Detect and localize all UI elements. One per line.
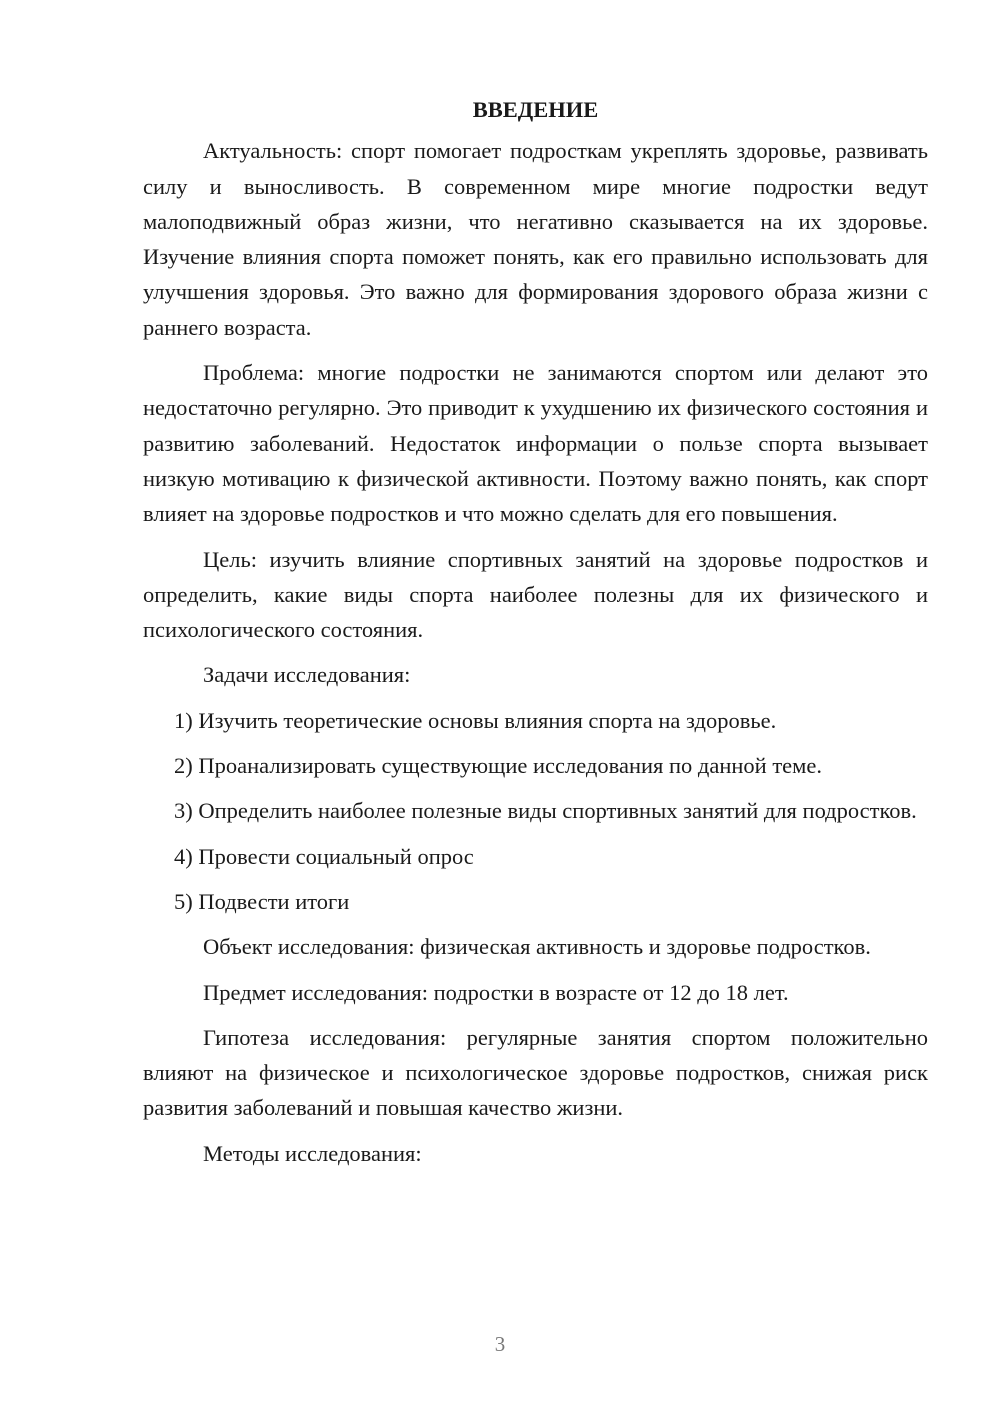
paragraph-object: Объект исследования: физическая активность и здоровье подростков. [203, 934, 871, 960]
task-item-1: 1) Изучить теоретические основы влияния спорта на здоровье. [174, 707, 777, 733]
paragraph-hypothesis: Гипотеза исследования: регулярные занятия спортом положительно влияют на физическое и психологическое здоровье подростков, снижая риск развития заболеваний и повышая качество жизни. [143, 1024, 928, 1121]
task-item-5: 5) Подвести итоги [174, 888, 350, 914]
task-item-4: 4) Провести социальный опрос [174, 843, 474, 869]
paragraph-relevance: Актуальность: спорт помогает подросткам укреплять здоровье, развивать силу и выносливость. В современном мире многие подростки ведут малоподвижный образ жизни, что негативно сказывается на их здоровье. Изучение влияния спорта поможет понять, как его правильно использовать для улучшения здоровья. Это важно для формирования здорового образа жизни с раннего возраста. [143, 138, 928, 340]
document-page [143, 92, 928, 1171]
methods-heading: Методы исследования: [203, 1140, 422, 1166]
tasks-heading: Задачи исследования: [203, 662, 411, 688]
page-number: 3 [494, 1332, 506, 1356]
task-item-2: 2) Проанализировать существующие исследования по данной теме. [174, 753, 823, 779]
paragraph-subject: Предмет исследования: подростки в возрасте от 12 до 18 лет. [203, 979, 789, 1005]
paragraph-problem: Проблема: многие подростки не занимаются спортом или делают это недостаточно регулярно. Это приводит к ухудшению их физического состояния и развитию заболеваний. Недостаток информации о пользе спорта вызывает низкую мотивацию к физической активности. Поэтому важно понять, как спорт влияет на здоровье подростков и что можно сделать для его повышения. [143, 360, 928, 527]
task-item-3: 3) Определить наиболее полезные виды спортивных занятий для подростков. [174, 798, 917, 824]
section-title: ВВЕДЕНИЕ [472, 97, 599, 122]
paragraph-goal: Цель: изучить влияние спортивных занятий на здоровье подростков и определить, какие виды спорта наиболее полезны для их физического и психологического состояния. [143, 546, 928, 643]
